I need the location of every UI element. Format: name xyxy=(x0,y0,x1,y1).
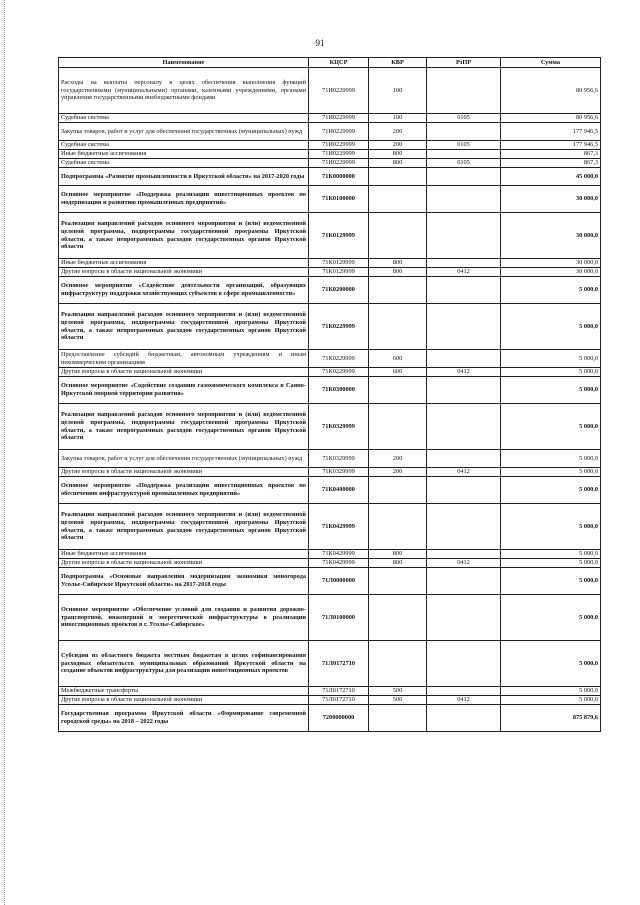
row-sum-cell: 5 000,0 xyxy=(501,368,601,377)
table-row xyxy=(59,268,601,277)
row-kvr-cell: 600 xyxy=(369,350,427,368)
row-sum-cell: 5 000,0 xyxy=(501,568,601,595)
row-kcsr-cell: 71И0229999 xyxy=(309,123,369,141)
row-kcsr-cell: 71Л0172710 xyxy=(309,641,369,687)
row-kcsr-cell: 71Л0172710 xyxy=(309,696,369,705)
row-sum-cell: 177 946,5 xyxy=(501,123,601,141)
row-sum-cell: 30 000,0 xyxy=(501,259,601,268)
table-row xyxy=(59,504,601,550)
row-rzpr-cell xyxy=(427,641,501,687)
row-kcsr-cell: 71И0229999 xyxy=(309,150,369,159)
row-name-cell: Судебная система xyxy=(59,159,309,168)
row-kvr-cell xyxy=(369,304,427,350)
row-name-cell: Иные бюджетные ассигнования xyxy=(59,259,309,268)
row-kvr-cell: 500 xyxy=(369,687,427,696)
table-row xyxy=(59,141,601,150)
row-kvr-cell: 100 xyxy=(369,68,427,114)
row-kvr-cell xyxy=(369,504,427,550)
table-body xyxy=(59,68,601,732)
table-row xyxy=(59,705,601,732)
row-sum-cell: 5 000,0 xyxy=(501,468,601,477)
row-kvr-cell: 800 xyxy=(369,559,427,568)
row-name-cell: Судебная система xyxy=(59,114,309,123)
row-kcsr-cell: 71К0129999 xyxy=(309,213,369,259)
row-kvr-cell: 200 xyxy=(369,123,427,141)
table-row xyxy=(59,150,601,159)
row-kcsr-cell: 71Л0000000 xyxy=(309,568,369,595)
row-rzpr-cell: 0105 xyxy=(427,159,501,168)
row-kcsr-cell: 71К0300000 xyxy=(309,377,369,404)
table-row xyxy=(59,550,601,559)
table-row xyxy=(59,450,601,468)
budget-table xyxy=(58,57,601,732)
row-name-cell: Другие вопросы в области национальной экономики xyxy=(59,696,309,705)
row-rzpr-cell: 0412 xyxy=(427,559,501,568)
row-name-cell: Реализация направлений расходов основного мероприятия и (или) ведомственной целевой программы, подпрограммы государственной программы Иркутской области, а также непрограммных расходов государственных органов Иркутской области xyxy=(59,213,309,259)
row-kvr-cell xyxy=(369,641,427,687)
row-kvr-cell: 200 xyxy=(369,450,427,468)
row-sum-cell: 5 000,0 xyxy=(501,277,601,304)
row-kcsr-cell: 71К0000000 xyxy=(309,168,369,186)
row-sum-cell: 30 000,0 xyxy=(501,213,601,259)
row-kcsr-cell: 71К0329999 xyxy=(309,404,369,450)
row-rzpr-cell: 0412 xyxy=(427,468,501,477)
table-row xyxy=(59,213,601,259)
table-row xyxy=(59,477,601,504)
row-rzpr-cell xyxy=(427,687,501,696)
row-kvr-cell: 500 xyxy=(369,696,427,705)
row-name-cell: Закупка товаров, работ и услуг для обеспечения государственных (муниципальных) нужд xyxy=(59,123,309,141)
table-row xyxy=(59,277,601,304)
row-kcsr-cell: 71Л0100000 xyxy=(309,595,369,641)
table-row xyxy=(59,168,601,186)
row-sum-cell: 867,3 xyxy=(501,150,601,159)
row-rzpr-cell xyxy=(427,404,501,450)
row-kcsr-cell: 7200000000 xyxy=(309,705,369,732)
row-rzpr-cell xyxy=(427,350,501,368)
row-kcsr-cell: 71К0429999 xyxy=(309,559,369,568)
row-sum-cell: 875 879,6 xyxy=(501,705,601,732)
row-name-cell: Другие вопросы в области национальной экономики xyxy=(59,368,309,377)
row-name-cell: Межбюджетные трансферты xyxy=(59,687,309,696)
row-sum-cell: 80 956,6 xyxy=(501,114,601,123)
page-edge-dotted-line xyxy=(4,0,6,905)
row-rzpr-cell xyxy=(427,595,501,641)
row-name-cell: Другие вопросы в области национальной экономики xyxy=(59,468,309,477)
row-kvr-cell xyxy=(369,186,427,213)
table-row xyxy=(59,123,601,141)
table-row xyxy=(59,696,601,705)
row-name-cell: Иные бюджетные ассигнования xyxy=(59,550,309,559)
row-name-cell: Расходы на выплаты персоналу в целях обеспечения выполнения функций государственными (муниципальными) органами, казенными учреждениями, органами управления государственными внебюджетными фондами xyxy=(59,68,309,114)
row-sum-cell: 5 000,0 xyxy=(501,304,601,350)
row-rzpr-cell: 0412 xyxy=(427,368,501,377)
row-rzpr-cell xyxy=(427,259,501,268)
row-rzpr-cell: 0412 xyxy=(427,268,501,277)
table-row xyxy=(59,114,601,123)
row-sum-cell: 5 000,0 xyxy=(501,450,601,468)
table-header-row xyxy=(59,58,601,68)
row-name-cell: Основное мероприятие «Обеспечение условий для создания и развития дорожно-транспортной, инженерной и энергетической инфраструктуры в реализации инвестиционных проектов в г. Усолье-Сибирское» xyxy=(59,595,309,641)
row-kcsr-cell: 71К0429999 xyxy=(309,504,369,550)
row-kvr-cell xyxy=(369,705,427,732)
row-name-cell: Подпрограмма «Основные направления модернизации экономики моногорода Усолье-Сибирское Иркутской области» на 2017-2018 годы xyxy=(59,568,309,595)
row-sum-cell: 5 000,0 xyxy=(501,595,601,641)
row-name-cell: Подпрограмма «Развитие промышленности в Иркутской области» на 2017-2020 годы xyxy=(59,168,309,186)
row-sum-cell: 177 946,5 xyxy=(501,141,601,150)
row-sum-cell: 5 000,0 xyxy=(501,687,601,696)
row-kcsr-cell: 71К0329999 xyxy=(309,468,369,477)
row-sum-cell: 5 000,0 xyxy=(501,641,601,687)
row-rzpr-cell xyxy=(427,186,501,213)
row-rzpr-cell xyxy=(427,123,501,141)
table-row xyxy=(59,641,601,687)
table-row xyxy=(59,595,601,641)
row-name-cell: Основное мероприятие «Поддержка реализации инвестиционных проектов по обеспечению инфраструктурой промышленных предприятий» xyxy=(59,477,309,504)
row-kvr-cell: 800 xyxy=(369,159,427,168)
row-sum-cell: 5 000,0 xyxy=(501,350,601,368)
row-name-cell: Реализация направлений расходов основного мероприятия и (или) ведомственной целевой программы, подпрограммы государственной программы Иркутской области, а также непрограммных расходов государственных органов Иркутской области xyxy=(59,504,309,550)
row-kcsr-cell: 71К0229999 xyxy=(309,304,369,350)
row-sum-cell: 867,3 xyxy=(501,159,601,168)
row-kvr-cell: 200 xyxy=(369,141,427,150)
row-sum-cell: 45 000,0 xyxy=(501,168,601,186)
row-kcsr-cell: 71К0129999 xyxy=(309,259,369,268)
row-rzpr-cell: 0105 xyxy=(427,141,501,150)
row-kcsr-cell: 71К0229999 xyxy=(309,350,369,368)
table-row xyxy=(59,404,601,450)
row-name-cell: Закупка товаров, работ и услуг для обеспечения государственных (муниципальных) нужд xyxy=(59,450,309,468)
row-sum-cell: 5 000,0 xyxy=(501,477,601,504)
row-kvr-cell xyxy=(369,213,427,259)
row-sum-cell: 80 956,6 xyxy=(501,68,601,114)
row-rzpr-cell xyxy=(427,477,501,504)
row-sum-cell: 5 000,0 xyxy=(501,696,601,705)
row-rzpr-cell xyxy=(427,377,501,404)
row-kcsr-cell: 71И0229999 xyxy=(309,68,369,114)
row-sum-cell: 5 000,0 xyxy=(501,504,601,550)
row-name-cell: Другие вопросы в области национальной экономики xyxy=(59,268,309,277)
row-kvr-cell: 800 xyxy=(369,550,427,559)
row-rzpr-cell xyxy=(427,168,501,186)
row-name-cell: Государственная программа Иркутской области «Формирование современной городской среды» на 2018 – 2022 годы xyxy=(59,705,309,732)
row-kcsr-cell: 71И0229999 xyxy=(309,114,369,123)
row-kvr-cell: 100 xyxy=(369,114,427,123)
row-kcsr-cell: 71К0200000 xyxy=(309,277,369,304)
row-rzpr-cell xyxy=(427,705,501,732)
row-rzpr-cell xyxy=(427,550,501,559)
row-name-cell: Субсидии из областного бюджета местным бюджетам в целях софинансирования расходных обязательств муниципальных образований Иркутской области на создание объектов инфраструктуры для реализации инвестиционных проектов xyxy=(59,641,309,687)
row-rzpr-cell: 0412 xyxy=(427,696,501,705)
row-sum-cell: 30 000,0 xyxy=(501,186,601,213)
row-sum-cell: 30 000,0 xyxy=(501,268,601,277)
table-row xyxy=(59,68,601,114)
row-kcsr-cell: 71К0329999 xyxy=(309,450,369,468)
table-row xyxy=(59,687,601,696)
table-row xyxy=(59,304,601,350)
row-kvr-cell xyxy=(369,404,427,450)
row-kcsr-cell: 71К0229999 xyxy=(309,368,369,377)
row-name-cell: Основное мероприятие «Поддержка реализации инвестиционных проектов по модернизации и развитию промышленных предприятий» xyxy=(59,186,309,213)
row-name-cell: Реализация направлений расходов основного мероприятия и (или) ведомственной целевой программы, подпрограммы государственной программы Иркутской области, а также непрограммных расходов государственных органов Иркутской области xyxy=(59,404,309,450)
row-name-cell: Иные бюджетные ассигнования xyxy=(59,150,309,159)
table-row xyxy=(59,377,601,404)
row-kvr-cell xyxy=(369,377,427,404)
row-rzpr-cell xyxy=(427,150,501,159)
row-kcsr-cell: 71К0400000 xyxy=(309,477,369,504)
row-sum-cell: 5 000,0 xyxy=(501,377,601,404)
row-rzpr-cell xyxy=(427,504,501,550)
table-row xyxy=(59,559,601,568)
header-kvr: КВР xyxy=(369,58,427,68)
header-sum: Сумма xyxy=(501,58,601,68)
row-name-cell: Основное мероприятие «Содействие созданию газохимического комплекса в Саяно-Иркутской опорной территории развития» xyxy=(59,377,309,404)
row-rzpr-cell xyxy=(427,450,501,468)
row-kvr-cell: 600 xyxy=(369,368,427,377)
row-rzpr-cell xyxy=(427,68,501,114)
table-row xyxy=(59,350,601,368)
row-rzpr-cell xyxy=(427,304,501,350)
row-sum-cell: 5 000,0 xyxy=(501,559,601,568)
table-row xyxy=(59,568,601,595)
row-name-cell: Предоставление субсидий бюджетным, автономным учреждениям и иным некоммерческим организациям xyxy=(59,350,309,368)
header-kcsr: КЦСР xyxy=(309,58,369,68)
header-name: Наименование xyxy=(59,58,309,68)
row-kcsr-cell: 71К0100000 xyxy=(309,186,369,213)
table-row xyxy=(59,159,601,168)
row-rzpr-cell xyxy=(427,568,501,595)
row-sum-cell: 5 000,0 xyxy=(501,404,601,450)
table-row xyxy=(59,259,601,268)
row-kvr-cell: 800 xyxy=(369,150,427,159)
table-row xyxy=(59,468,601,477)
row-kvr-cell xyxy=(369,477,427,504)
row-kcsr-cell: 71И0229999 xyxy=(309,159,369,168)
row-kcsr-cell: 71И0229999 xyxy=(309,141,369,150)
row-sum-cell: 5 000,0 xyxy=(501,550,601,559)
row-rzpr-cell xyxy=(427,213,501,259)
row-kcsr-cell: 71Л0172710 xyxy=(309,687,369,696)
row-name-cell: Другие вопросы в области национальной экономики xyxy=(59,559,309,568)
row-name-cell: Реализация направлений расходов основного мероприятия и (или) ведомственной целевой программы, подпрограммы государственной программы Иркутской области, а также непрограммных расходов государственных органов Иркутской области xyxy=(59,304,309,350)
row-kvr-cell xyxy=(369,277,427,304)
row-kvr-cell: 800 xyxy=(369,259,427,268)
row-kvr-cell xyxy=(369,595,427,641)
row-rzpr-cell xyxy=(427,277,501,304)
row-kvr-cell: 800 xyxy=(369,268,427,277)
page-number: 91 xyxy=(315,38,325,48)
table-row xyxy=(59,368,601,377)
row-kcsr-cell: 71К0429999 xyxy=(309,550,369,559)
row-kvr-cell xyxy=(369,168,427,186)
row-kvr-cell xyxy=(369,568,427,595)
header-rzpr: РзПР xyxy=(427,58,501,68)
row-name-cell: Судебная система xyxy=(59,141,309,150)
table-row xyxy=(59,186,601,213)
row-name-cell: Основное мероприятие «Содействие деятельности организаций, образующих инфраструктуру поддержки хозяйствующих субъектов в сфере промышленности» xyxy=(59,277,309,304)
row-rzpr-cell: 0105 xyxy=(427,114,501,123)
row-kcsr-cell: 71К0129999 xyxy=(309,268,369,277)
row-kvr-cell: 200 xyxy=(369,468,427,477)
